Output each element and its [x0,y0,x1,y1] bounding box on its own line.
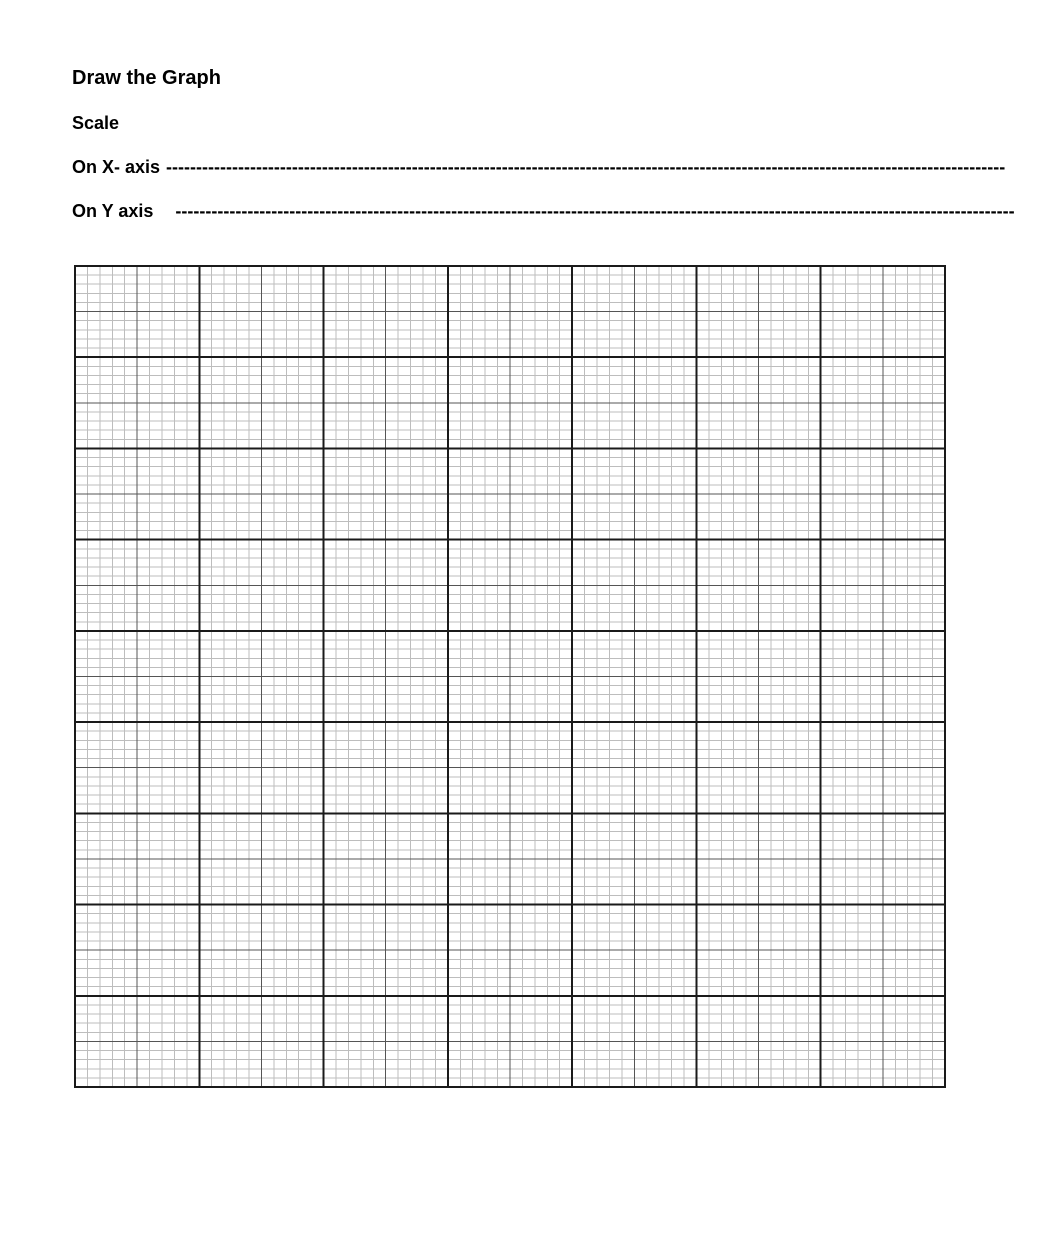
y-axis-blank[interactable]: -------------------------------------------------------------------------------------------------------------------------------------------- [175,201,1015,221]
graph-paper[interactable] [74,265,946,1088]
x-axis-label: On X- axis [72,157,161,177]
x-axis-blank[interactable]: -------------------------------------------------------------------------------------------------------------------------------------------- [166,157,1006,177]
y-axis-scale-line [72,201,1015,222]
y-axis-label: On Y axis [72,201,154,221]
x-axis-scale-line [72,157,1006,178]
graph-paper-grid[interactable] [74,265,946,1088]
worksheet-heading: Draw the Graph [72,67,221,89]
scale-label: Scale [72,113,120,133]
